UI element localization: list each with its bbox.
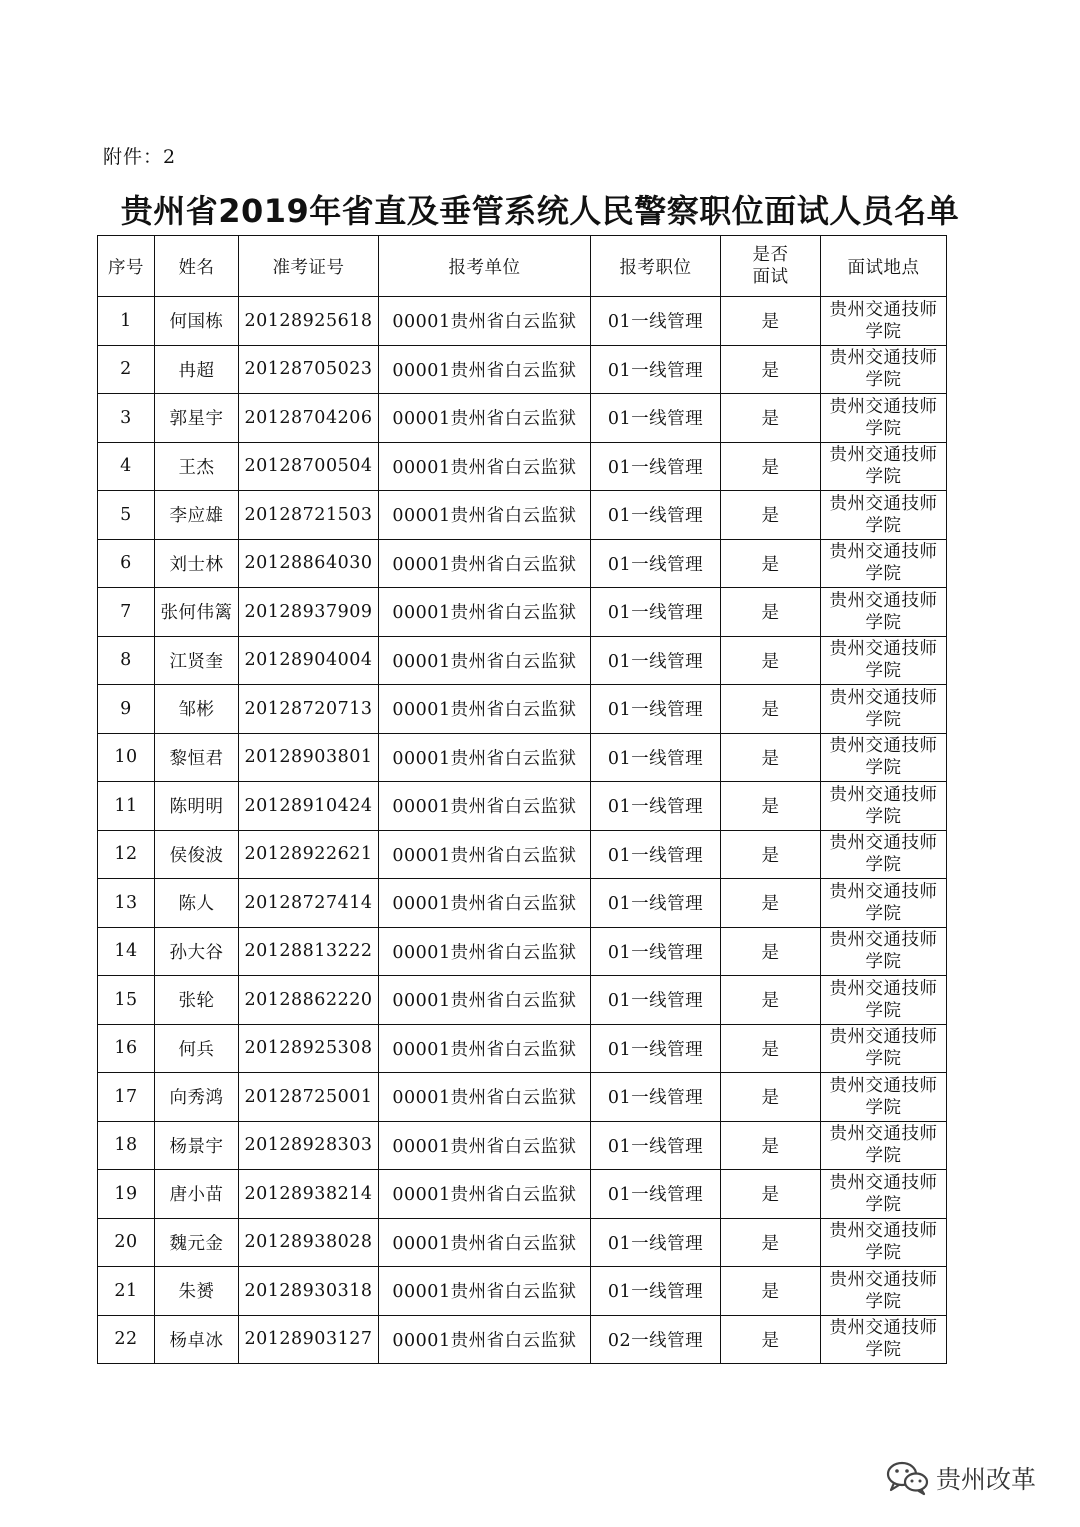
- row-exam-id: 20128727414: [239, 879, 379, 928]
- row-interview: 是: [721, 879, 821, 928]
- header-position: 报考职位: [591, 236, 721, 297]
- table-row: [98, 1121, 947, 1170]
- header-interview-line-1: 是否: [752, 245, 789, 265]
- table-row: [98, 297, 947, 346]
- row-interview: 是: [721, 1170, 821, 1219]
- row-site-line: 学院: [865, 321, 902, 342]
- row-site-line: 学院: [865, 1340, 902, 1361]
- row-position: 02一线管理: [591, 1315, 721, 1364]
- row-site-line: 贵州交通技师: [829, 930, 938, 951]
- row-site-line: 贵州交通技师: [829, 978, 938, 999]
- row-exam-id: 20128938028: [239, 1218, 379, 1267]
- row-no: 11: [98, 782, 155, 831]
- row-interview: 是: [721, 491, 821, 540]
- header-exam-id: 准考证号: [239, 236, 379, 297]
- row-no: 13: [98, 879, 155, 928]
- row-interview: 是: [721, 1024, 821, 1073]
- row-interview: 是: [721, 297, 821, 346]
- row-site: [821, 345, 947, 394]
- row-name: 杨卓冰: [155, 1315, 239, 1364]
- row-site-line: 学院: [865, 806, 902, 827]
- row-interview: 是: [721, 394, 821, 443]
- row-no: 5: [98, 491, 155, 540]
- row-position: 01一线管理: [591, 879, 721, 928]
- row-site-line: 贵州交通技师: [829, 881, 938, 902]
- row-site-line: 贵州交通技师: [829, 784, 938, 805]
- row-site: [821, 830, 947, 879]
- row-name: 张轮: [155, 976, 239, 1025]
- row-position: 01一线管理: [591, 442, 721, 491]
- row-unit: 00001贵州省白云监狱: [379, 879, 591, 928]
- row-name: 向秀鸿: [155, 1073, 239, 1122]
- attachment-label: 附件：2: [103, 146, 177, 168]
- row-exam-id: 20128725001: [239, 1073, 379, 1122]
- row-site: [821, 491, 947, 540]
- header-unit: 报考单位: [379, 236, 591, 297]
- table-row: [98, 685, 947, 734]
- row-name: 魏元金: [155, 1218, 239, 1267]
- table-row: [98, 782, 947, 831]
- row-name: 孙大谷: [155, 927, 239, 976]
- table-row: [98, 1267, 947, 1316]
- row-no: 19: [98, 1170, 155, 1219]
- row-interview: 是: [721, 588, 821, 637]
- row-name: 朱赟: [155, 1267, 239, 1316]
- row-position: 01一线管理: [591, 297, 721, 346]
- row-interview: 是: [721, 733, 821, 782]
- header-interview: [721, 236, 821, 297]
- row-unit: 00001贵州省白云监狱: [379, 1121, 591, 1170]
- row-site-line: 贵州交通技师: [829, 1318, 938, 1339]
- row-position: 01一线管理: [591, 685, 721, 734]
- row-site-line: 贵州交通技师: [829, 1027, 938, 1048]
- row-unit: 00001贵州省白云监狱: [379, 927, 591, 976]
- row-interview: 是: [721, 539, 821, 588]
- row-no: 16: [98, 1024, 155, 1073]
- row-unit: 00001贵州省白云监狱: [379, 491, 591, 540]
- table-row: [98, 394, 947, 443]
- row-site-line: 贵州交通技师: [829, 445, 938, 466]
- row-exam-id: 20128721503: [239, 491, 379, 540]
- row-site: [821, 1024, 947, 1073]
- row-site-line: 学院: [865, 1146, 902, 1167]
- table-row: [98, 830, 947, 879]
- row-site-line: 学院: [865, 515, 902, 536]
- row-position: 01一线管理: [591, 345, 721, 394]
- wechat-watermark: [886, 1460, 1036, 1496]
- row-site-line: 贵州交通技师: [829, 736, 938, 757]
- row-no: 4: [98, 442, 155, 491]
- table-row: [98, 733, 947, 782]
- row-site: [821, 1073, 947, 1122]
- row-name: 李应雄: [155, 491, 239, 540]
- row-no: 22: [98, 1315, 155, 1364]
- row-position: 01一线管理: [591, 1073, 721, 1122]
- row-no: 7: [98, 588, 155, 637]
- watermark-text: 贵州改革: [936, 1465, 1037, 1494]
- row-no: 10: [98, 733, 155, 782]
- row-site-line: 贵州交通技师: [829, 542, 938, 563]
- row-interview: 是: [721, 345, 821, 394]
- row-site-line: 贵州交通技师: [829, 833, 938, 854]
- row-interview: 是: [721, 830, 821, 879]
- row-site-line: 学院: [865, 709, 902, 730]
- row-no: 6: [98, 539, 155, 588]
- row-name: 郭星宇: [155, 394, 239, 443]
- row-site-line: 学院: [865, 612, 902, 633]
- row-site-line: 贵州交通技师: [829, 1172, 938, 1193]
- row-site: [821, 588, 947, 637]
- row-name: 侯俊波: [155, 830, 239, 879]
- row-site-line: 学院: [865, 1000, 902, 1021]
- row-interview: 是: [721, 927, 821, 976]
- row-site-line: 学院: [865, 1291, 902, 1312]
- row-exam-id: 20128704206: [239, 394, 379, 443]
- row-exam-id: 20128938214: [239, 1170, 379, 1219]
- row-site-line: 学院: [865, 952, 902, 973]
- row-site-line: 贵州交通技师: [829, 1124, 938, 1145]
- header-no: 序号: [98, 236, 155, 297]
- table-row: [98, 1170, 947, 1219]
- row-unit: 00001贵州省白云监狱: [379, 297, 591, 346]
- row-exam-id: 20128700504: [239, 442, 379, 491]
- row-unit: 00001贵州省白云监狱: [379, 539, 591, 588]
- document-title: 贵州省2019年省直及垂管系统人民警察职位面试人员名单: [120, 192, 960, 230]
- row-site: [821, 1218, 947, 1267]
- row-position: 01一线管理: [591, 1170, 721, 1219]
- row-site-line: 学院: [865, 418, 902, 439]
- row-site: [821, 1315, 947, 1364]
- row-interview: 是: [721, 1267, 821, 1316]
- row-position: 01一线管理: [591, 539, 721, 588]
- wechat-icon: [886, 1460, 930, 1496]
- row-no: 21: [98, 1267, 155, 1316]
- row-site-line: 贵州交通技师: [829, 687, 938, 708]
- row-site-line: 贵州交通技师: [829, 348, 938, 369]
- row-position: 01一线管理: [591, 1024, 721, 1073]
- row-site: [821, 297, 947, 346]
- row-interview: 是: [721, 636, 821, 685]
- row-position: 01一线管理: [591, 491, 721, 540]
- header-site: 面试地点: [821, 236, 947, 297]
- row-name: 杨景宇: [155, 1121, 239, 1170]
- row-unit: 00001贵州省白云监狱: [379, 1315, 591, 1364]
- row-no: 14: [98, 927, 155, 976]
- row-site: [821, 394, 947, 443]
- table-row: [98, 1218, 947, 1267]
- row-position: 01一线管理: [591, 1218, 721, 1267]
- row-no: 20: [98, 1218, 155, 1267]
- row-exam-id: 20128925618: [239, 297, 379, 346]
- row-site-line: 学院: [865, 564, 902, 585]
- row-position: 01一线管理: [591, 1267, 721, 1316]
- row-unit: 00001贵州省白云监狱: [379, 782, 591, 831]
- row-exam-id: 20128930318: [239, 1267, 379, 1316]
- row-site-line: 学院: [865, 1243, 902, 1264]
- row-interview: 是: [721, 782, 821, 831]
- row-exam-id: 20128910424: [239, 782, 379, 831]
- table-row: [98, 442, 947, 491]
- row-interview: 是: [721, 1121, 821, 1170]
- row-site-line: 贵州交通技师: [829, 1075, 938, 1096]
- row-exam-id: 20128813222: [239, 927, 379, 976]
- row-name: 冉超: [155, 345, 239, 394]
- row-site-line: 贵州交通技师: [829, 493, 938, 514]
- row-site-line: 学院: [865, 855, 902, 876]
- table-row: [98, 1315, 947, 1364]
- row-position: 01一线管理: [591, 830, 721, 879]
- row-unit: 00001贵州省白云监狱: [379, 733, 591, 782]
- table-row: [98, 1024, 947, 1073]
- row-interview: 是: [721, 1218, 821, 1267]
- row-interview: 是: [721, 1073, 821, 1122]
- row-site: [821, 685, 947, 734]
- row-site: [821, 1121, 947, 1170]
- row-site-line: 学院: [865, 758, 902, 779]
- row-exam-id: 20128862220: [239, 976, 379, 1025]
- row-interview: 是: [721, 976, 821, 1025]
- row-unit: 00001贵州省白云监狱: [379, 1024, 591, 1073]
- row-name: 陈人: [155, 879, 239, 928]
- row-unit: 00001贵州省白云监狱: [379, 830, 591, 879]
- row-unit: 00001贵州省白云监狱: [379, 636, 591, 685]
- table-row: [98, 491, 947, 540]
- row-site-line: 贵州交通技师: [829, 299, 938, 320]
- row-site-line: 学院: [865, 903, 902, 924]
- row-site-line: 学院: [865, 1194, 902, 1215]
- row-site-line: 学院: [865, 370, 902, 391]
- row-site-line: 贵州交通技师: [829, 590, 938, 611]
- row-name: 刘士林: [155, 539, 239, 588]
- row-position: 01一线管理: [591, 782, 721, 831]
- row-exam-id: 20128705023: [239, 345, 379, 394]
- row-unit: 00001贵州省白云监狱: [379, 1267, 591, 1316]
- row-name: 黎恒君: [155, 733, 239, 782]
- table-header-row: [98, 236, 947, 297]
- row-unit: 00001贵州省白云监狱: [379, 976, 591, 1025]
- row-no: 1: [98, 297, 155, 346]
- row-exam-id: 20128904004: [239, 636, 379, 685]
- row-exam-id: 20128925308: [239, 1024, 379, 1073]
- row-unit: 00001贵州省白云监狱: [379, 588, 591, 637]
- row-site: [821, 976, 947, 1025]
- row-site: [821, 733, 947, 782]
- row-exam-id: 20128922621: [239, 830, 379, 879]
- row-no: 8: [98, 636, 155, 685]
- table-row: [98, 976, 947, 1025]
- row-unit: 00001贵州省白云监狱: [379, 1170, 591, 1219]
- table-row: [98, 588, 947, 637]
- row-site: [821, 1267, 947, 1316]
- row-name: 张何伟篱: [155, 588, 239, 637]
- row-site-line: 贵州交通技师: [829, 1221, 938, 1242]
- row-unit: 00001贵州省白云监狱: [379, 1073, 591, 1122]
- row-position: 01一线管理: [591, 636, 721, 685]
- row-no: 2: [98, 345, 155, 394]
- header-name: 姓名: [155, 236, 239, 297]
- row-position: 01一线管理: [591, 394, 721, 443]
- table-row: [98, 1073, 947, 1122]
- row-unit: 00001贵州省白云监狱: [379, 442, 591, 491]
- row-site-line: 学院: [865, 467, 902, 488]
- row-exam-id: 20128937909: [239, 588, 379, 637]
- row-site: [821, 879, 947, 928]
- row-no: 9: [98, 685, 155, 734]
- row-interview: 是: [721, 1315, 821, 1364]
- row-unit: 00001贵州省白云监狱: [379, 345, 591, 394]
- row-site-line: 学院: [865, 1097, 902, 1118]
- header-interview-line-2: 面试: [752, 267, 789, 287]
- row-position: 01一线管理: [591, 733, 721, 782]
- interview-roster-table: [97, 235, 947, 1364]
- table-row: [98, 879, 947, 928]
- row-no: 17: [98, 1073, 155, 1122]
- row-no: 18: [98, 1121, 155, 1170]
- table-row: [98, 636, 947, 685]
- row-site-line: 学院: [865, 1049, 902, 1070]
- row-name: 陈明明: [155, 782, 239, 831]
- row-name: 唐小苗: [155, 1170, 239, 1219]
- row-site-line: 贵州交通技师: [829, 639, 938, 660]
- row-site: [821, 442, 947, 491]
- row-position: 01一线管理: [591, 1121, 721, 1170]
- row-site-line: 贵州交通技师: [829, 396, 938, 417]
- row-interview: 是: [721, 685, 821, 734]
- row-unit: 00001贵州省白云监狱: [379, 1218, 591, 1267]
- row-site: [821, 927, 947, 976]
- row-unit: 00001贵州省白云监狱: [379, 685, 591, 734]
- row-site: [821, 782, 947, 831]
- table-row: [98, 539, 947, 588]
- row-unit: 00001贵州省白云监狱: [379, 394, 591, 443]
- row-exam-id: 20128903127: [239, 1315, 379, 1364]
- row-site: [821, 539, 947, 588]
- row-name: 邹彬: [155, 685, 239, 734]
- row-no: 12: [98, 830, 155, 879]
- row-name: 王杰: [155, 442, 239, 491]
- row-position: 01一线管理: [591, 588, 721, 637]
- row-exam-id: 20128720713: [239, 685, 379, 734]
- table-row: [98, 345, 947, 394]
- row-name: 何兵: [155, 1024, 239, 1073]
- table-row: [98, 927, 947, 976]
- row-name: 江贤奎: [155, 636, 239, 685]
- row-no: 3: [98, 394, 155, 443]
- row-exam-id: 20128864030: [239, 539, 379, 588]
- row-site: [821, 1170, 947, 1219]
- row-exam-id: 20128903801: [239, 733, 379, 782]
- table-body: [98, 297, 947, 1364]
- row-position: 01一线管理: [591, 927, 721, 976]
- row-site-line: 学院: [865, 661, 902, 682]
- row-site-line: 贵州交通技师: [829, 1269, 938, 1290]
- row-exam-id: 20128928303: [239, 1121, 379, 1170]
- row-site: [821, 636, 947, 685]
- row-no: 15: [98, 976, 155, 1025]
- row-name: 何国栋: [155, 297, 239, 346]
- row-interview: 是: [721, 442, 821, 491]
- row-position: 01一线管理: [591, 976, 721, 1025]
